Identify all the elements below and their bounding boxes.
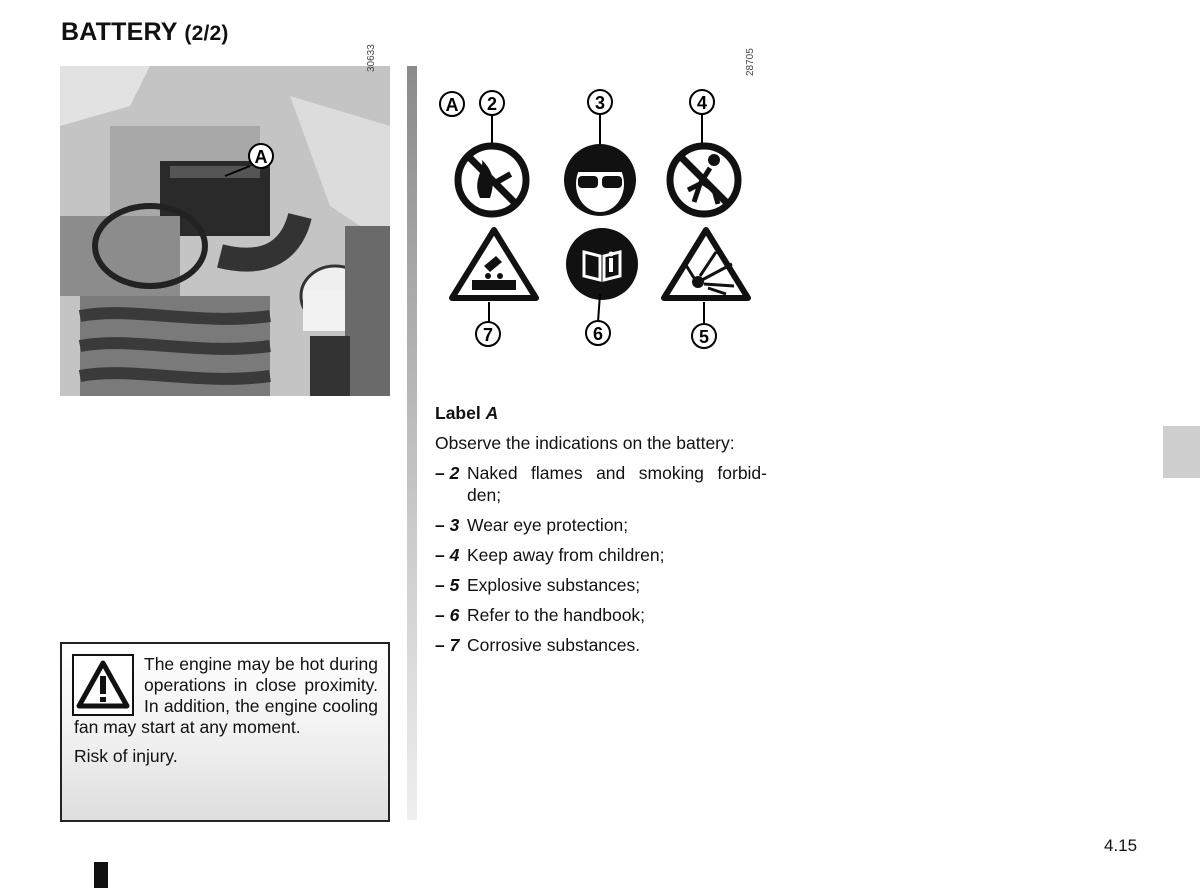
icon-number-4: 4 — [696, 93, 708, 113]
icon-number-5: 5 — [698, 327, 710, 347]
corrosive-icon — [452, 230, 536, 298]
eye-protection-icon — [564, 144, 636, 216]
battery-warning-icons — [432, 80, 762, 360]
list-item: – 4 Keep away from children; — [435, 545, 665, 565]
list-item: – 6 Refer to the handbook; — [435, 605, 646, 625]
icon-number-3: 3 — [594, 93, 606, 113]
title-part: (2/2) — [184, 22, 229, 45]
page-number: 4.15 — [1104, 836, 1138, 855]
list-item: – 2 Naked flames and smoking forbid- den; — [435, 463, 767, 505]
label-heading: Label A — [435, 403, 499, 423]
list-item: – 7 Corrosive substances. — [435, 635, 641, 655]
warning-text — [74, 654, 378, 775]
icon-number-2: 2 — [486, 94, 498, 114]
no-flames-icon — [458, 146, 526, 214]
icons-label-letter: A — [445, 95, 459, 115]
keep-children-away-icon — [670, 146, 738, 214]
crop-mark — [94, 862, 108, 888]
column-divider — [407, 66, 417, 820]
explosive-icon — [664, 230, 748, 298]
warning-box — [60, 642, 390, 822]
list-item: – 3 Wear eye protection; — [435, 515, 629, 535]
warning-text-main: The engine may be hot during operations in close proximity. In addition, the engine cooling fan may start at any moment. — [74, 654, 378, 737]
label-intro: Observe the indications on the battery: — [435, 433, 735, 453]
icons-ref-number: 28705 — [745, 48, 756, 76]
icon-number-7: 7 — [482, 325, 494, 345]
label-description — [435, 402, 767, 664]
photo-callout-letter: A — [254, 147, 268, 167]
warning-text-risk: Risk of injury. — [74, 746, 178, 766]
page-title — [61, 18, 229, 47]
engine-bay-photo — [60, 66, 390, 396]
list-item: – 5 Explosive substances; — [435, 575, 641, 595]
icon-number-6: 6 — [592, 324, 604, 344]
photo-ref-number: 30633 — [366, 44, 377, 72]
title-main: BATTERY — [61, 18, 178, 46]
refer-handbook-icon — [566, 228, 638, 300]
section-tab — [1163, 426, 1200, 478]
